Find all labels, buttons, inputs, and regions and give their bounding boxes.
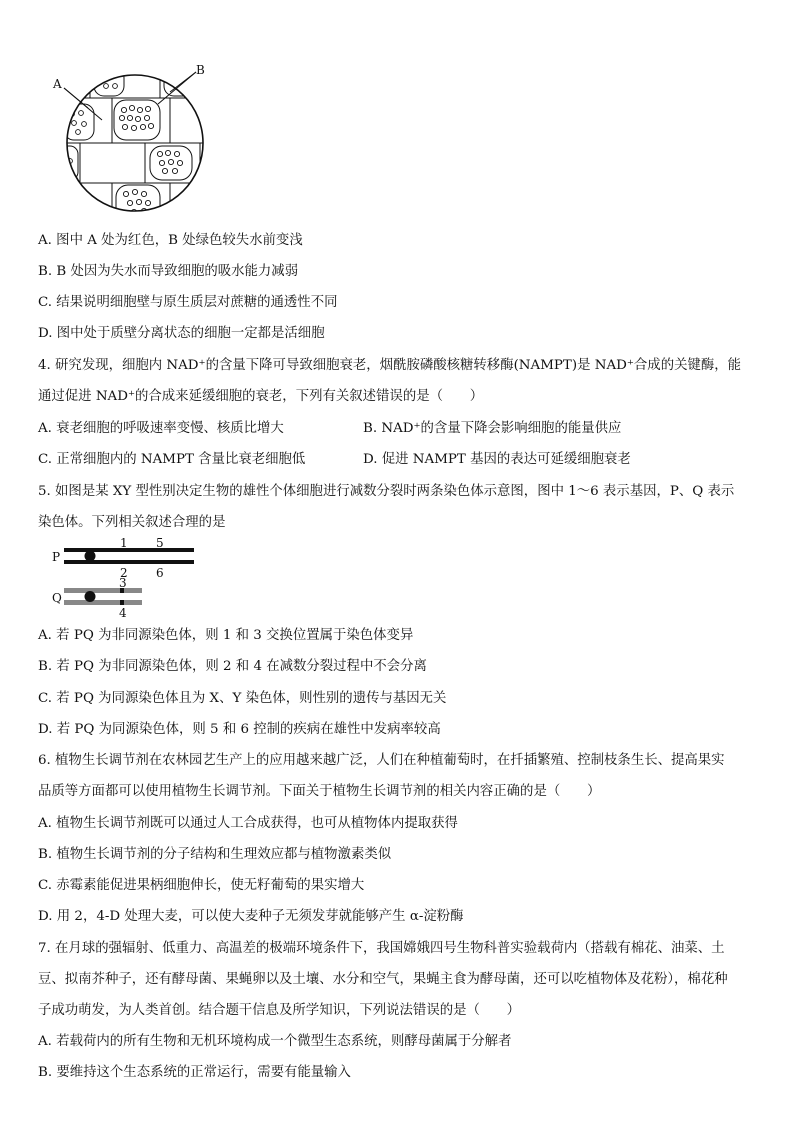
q3-option-b: B. B 处因为失水而导致细胞的吸水能力减弱 xyxy=(38,264,299,279)
q7-option-a: A. 若载荷内的所有生物和无机环境构成一个微型生态系统，则酵母菌属于分解者 xyxy=(38,1034,512,1049)
q4-option-a: A. 衰老细胞的呼吸速率变慢、核质比增大 xyxy=(38,421,284,436)
gene-1-label: 1 xyxy=(120,536,128,550)
q6-option-c: C. 赤霉素能促进果柄细胞伸长，使无籽葡萄的果实增大 xyxy=(38,878,365,893)
q3-option-d: D. 图中处于质壁分离状态的细胞一定都是活细胞 xyxy=(38,326,325,341)
q5-stem-line1: 5. 如图是某 XY 型性别决定生物的雄性个体细胞进行减数分裂时两条染色体示意图，图中 1～6 表示基因，P、Q 表示 xyxy=(38,484,735,499)
q5-stem-line2: 染色体。下列相关叙述合理的是 xyxy=(38,515,226,530)
q5-option-a: A. 若 PQ 为非同源染色体，则 1 和 3 交换位置属于染色体变异 xyxy=(38,628,414,643)
q7-option-b: B. 要维持这个生态系统的正常运行，需要有能量输入 xyxy=(38,1065,351,1080)
q6-stem-line2: 品质等方面都可以使用植物生长调节剂。下面关于植物生长调节剂的相关内容正确的是（ ） xyxy=(38,784,601,799)
gene-5-label: 5 xyxy=(156,536,164,550)
q7-stem-line2: 豆、拟南芥种子，还有酵母菌、果蝇卵以及土壤、水分和空气，果蝇主食为酵母菌，还可以吃植物体及花粉），棉花种 xyxy=(38,972,728,987)
q7-stem-line3: 子成功萌发，为人类首创。结合题干信息及所学知识，下列说法错误的是（ ） xyxy=(38,1003,521,1018)
gene-2-label: 2 xyxy=(120,566,128,580)
gene-3-label: 3 xyxy=(119,576,127,590)
chromosome-figure xyxy=(50,536,210,620)
q4-option-b: B. NAD⁺的含量下降会影响细胞的能量供应 xyxy=(363,421,622,436)
q6-stem-line1: 6. 植物生长调节剂在农林园艺生产上的应用越来越广泛，人们在种植葡萄时，在扦插繁殖、控制枝条生长、提高果实 xyxy=(38,753,725,768)
chromosome-p-label: P xyxy=(52,550,61,564)
q7-stem-line1: 7. 在月球的强辐射、低重力、高温差的极端环境条件下，我国嫦娥四号生物科普实验载荷内（搭载有棉花、油菜、土 xyxy=(38,941,725,956)
q5-option-d: D. 若 PQ 为同源染色体，则 5 和 6 控制的疾病在雄性中发病率较高 xyxy=(38,722,441,737)
label-b: B xyxy=(196,63,205,77)
q4-option-d: D. 促进 NAMPT 基因的表达可延缓细胞衰老 xyxy=(363,452,631,467)
q5-option-b: B. 若 PQ 为非同源染色体，则 2 和 4 在减数分裂过程中不会分离 xyxy=(38,659,427,674)
q6-option-b: B. 植物生长调节剂的分子结构和生理效应都与植物激素类似 xyxy=(38,847,392,862)
gene-4-label: 4 xyxy=(119,606,127,620)
q3-option-c: C. 结果说明细胞壁与原生质层对蔗糖的通透性不同 xyxy=(38,295,338,310)
q3-option-a: A. 图中 A 处为红色，B 处绿色较失水前变浅 xyxy=(38,233,303,248)
q6-option-a: A. 植物生长调节剂既可以通过人工合成获得，也可从植物体内提取获得 xyxy=(38,816,458,831)
q4-stem-line2: 通过促进 NAD⁺的合成来延缓细胞的衰老，下列有关叙述错误的是（ ） xyxy=(38,389,484,404)
q4-option-c: C. 正常细胞内的 NAMPT 含量比衰老细胞低 xyxy=(38,452,306,467)
q5-option-c: C. 若 PQ 为同源染色体且为 X、Y 染色体，则性别的遗传与基因无关 xyxy=(38,691,447,706)
plasmolysis-figure xyxy=(50,58,220,218)
label-a: A xyxy=(53,77,62,91)
gene-6-label: 6 xyxy=(156,566,164,580)
q4-stem-line1: 4. 研究发现，细胞内 NAD⁺的含量下降可导致细胞衰老，烟酰胺磷酸核糖转移酶(NAMPT)是 NAD⁺合成的关键酶，能 xyxy=(38,358,742,373)
chromosome-q-label: Q xyxy=(52,591,62,605)
q6-option-d: D. 用 2，4-D 处理大麦，可以使大麦种子无须发芽就能够产生 α-淀粉酶 xyxy=(38,909,464,924)
